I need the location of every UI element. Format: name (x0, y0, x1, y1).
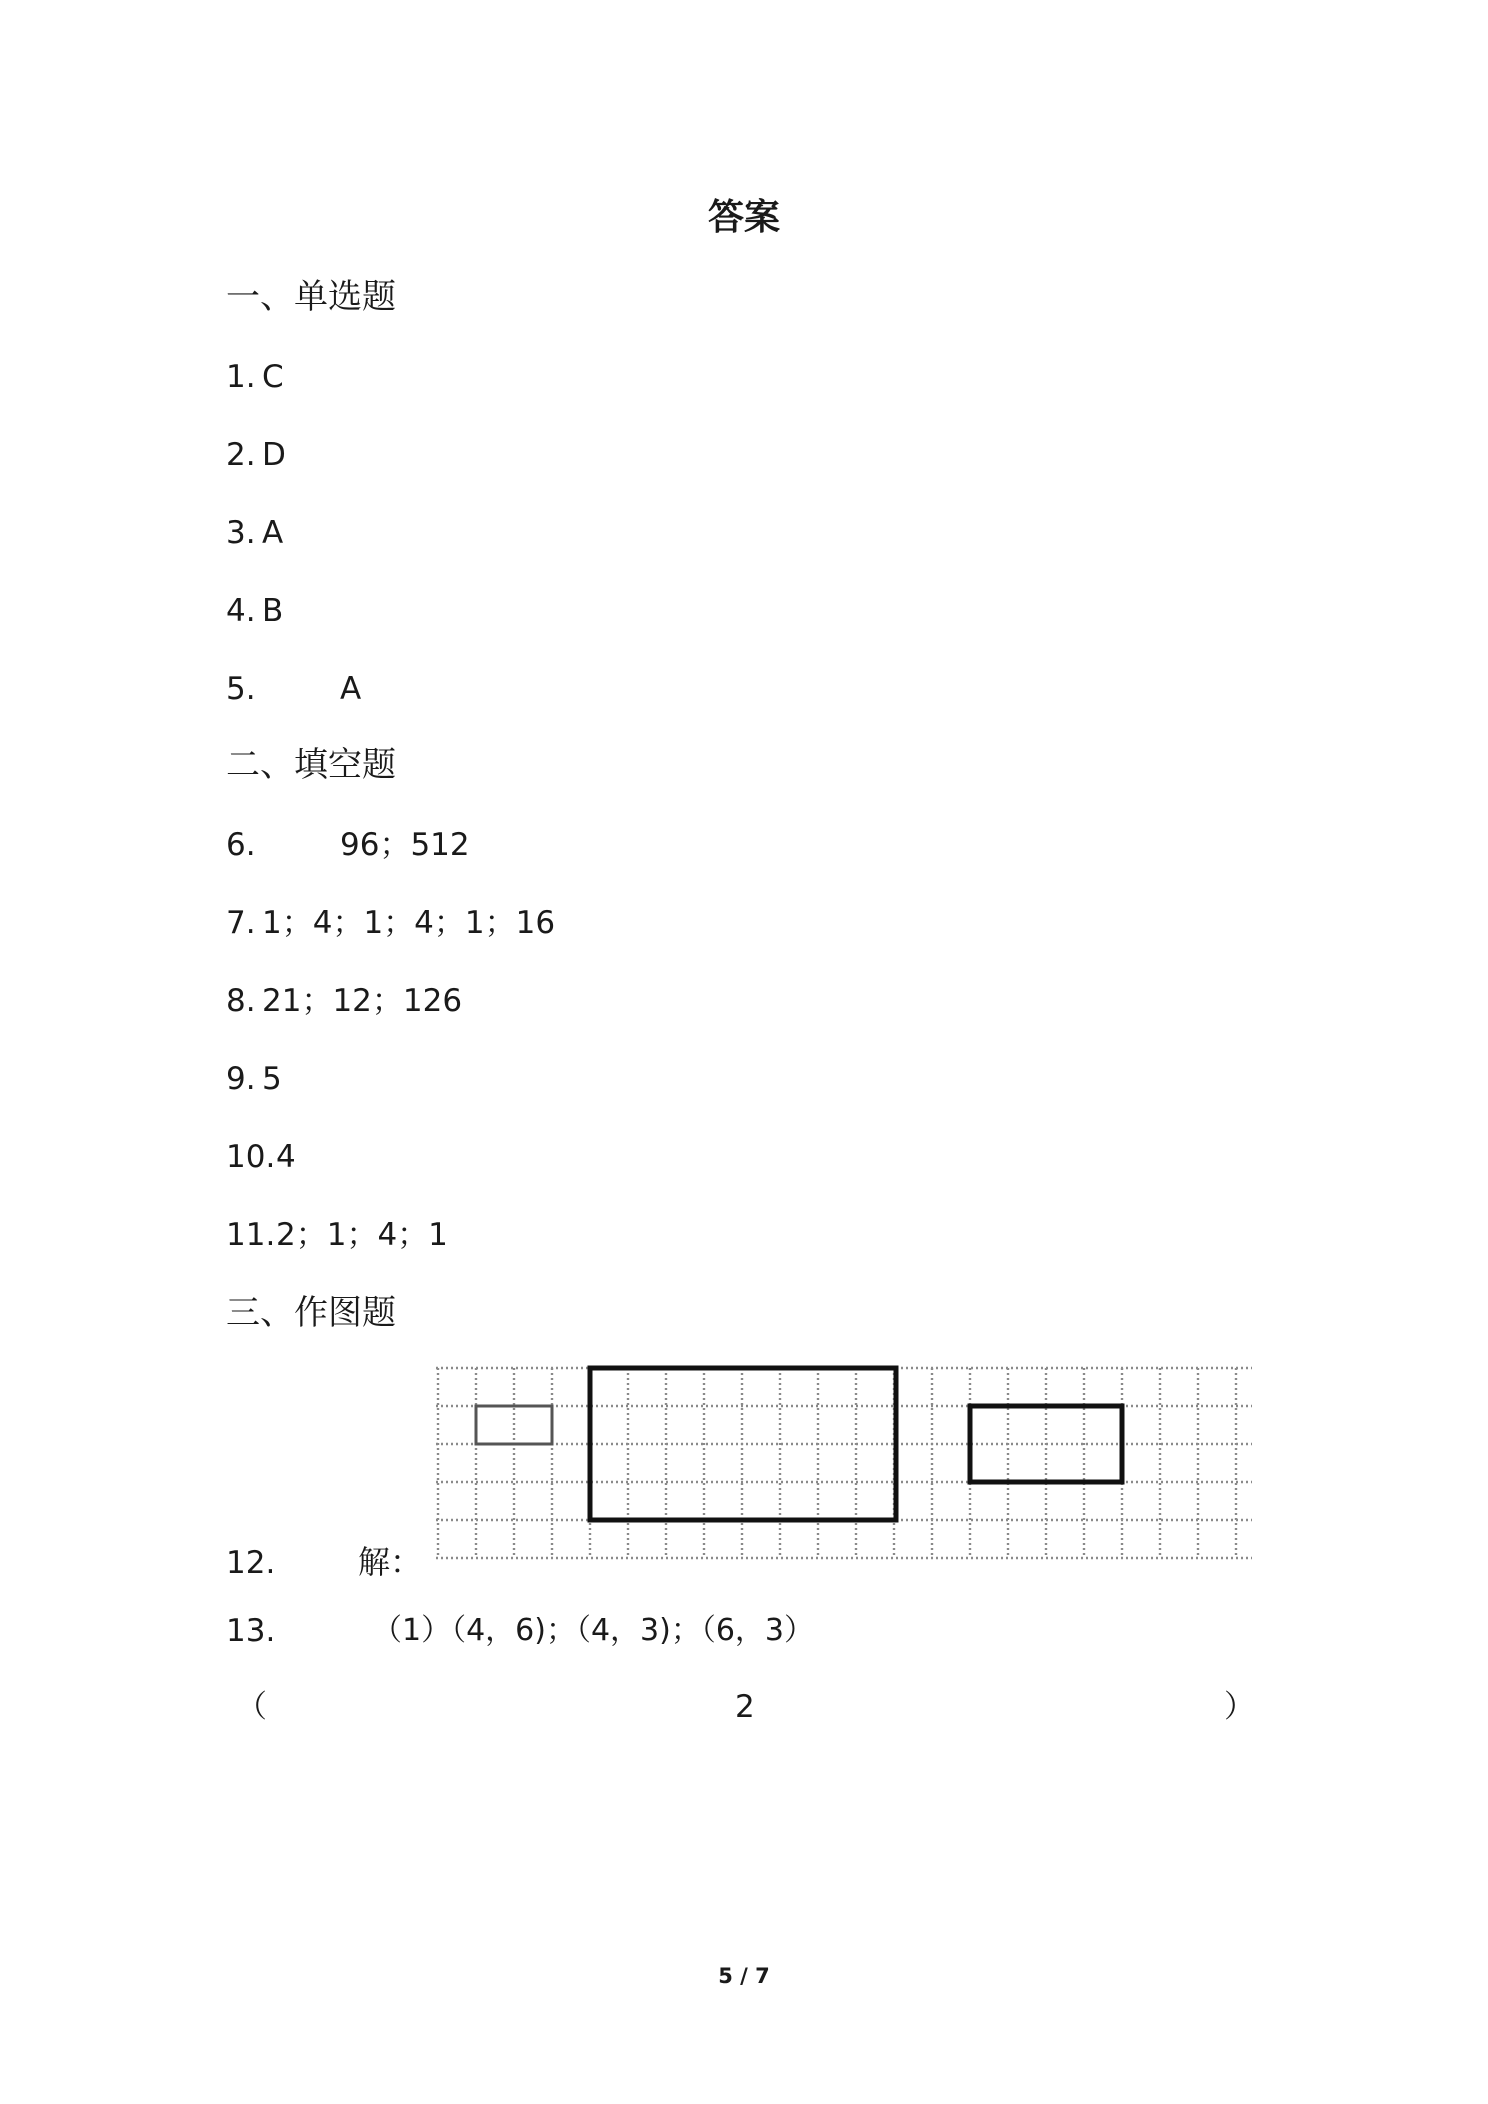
answer-5-number: 5. (226, 671, 256, 707)
answer-9-number: 9. (226, 1061, 256, 1097)
answer-1-value: C (262, 359, 284, 395)
answer-8-value: 21；12；126 (262, 983, 463, 1019)
answer-10-value: 4 (276, 1139, 296, 1175)
answer-13-part2-close-paren: ） (1224, 1689, 1255, 1725)
answer-7-number: 7. (226, 905, 256, 941)
answer-3-value: A (262, 515, 284, 551)
answer-12-value: 解： (358, 1543, 423, 1581)
page-number: 5 / 7 (718, 1964, 770, 1988)
answer-3-number: 3. (226, 515, 256, 551)
drawing-grid-figure (436, 1360, 1260, 1570)
answer-13-part2-open-paren: （ (236, 1689, 267, 1725)
dotted-grid-lines (436, 1368, 1252, 1558)
section-heading-drawing: 三、作图题 (226, 1293, 396, 1333)
answer-10-number: 10. (226, 1139, 276, 1175)
section-heading-single-choice: 一、单选题 (226, 277, 396, 317)
answer-11-value: 2；1；4；1 (276, 1217, 448, 1253)
answer-13-part1: （1）（4，6)；（4，3)；（6，3） (372, 1613, 815, 1648)
answer-4-value: B (262, 593, 284, 629)
answer-9-value: 5 (262, 1061, 282, 1097)
answer-6-number: 6. (226, 827, 256, 863)
page-title: 答案 (707, 197, 780, 238)
section-heading-fill-blank: 二、填空题 (226, 745, 396, 785)
answer-5-value: A (340, 671, 362, 707)
answer-8-number: 8. (226, 983, 256, 1019)
answer-2-value: D (262, 437, 286, 473)
answer-13-part2-value: 2 (735, 1689, 755, 1725)
answer-1-number: 1. (226, 359, 256, 395)
answer-6-value: 96；512 (340, 827, 470, 863)
answer-2-number: 2. (226, 437, 256, 473)
answer-7-value: 1；4；1；4；1；16 (262, 905, 556, 941)
answer-13-number: 13. (226, 1613, 276, 1649)
answer-4-number: 4. (226, 593, 256, 629)
answer-12-number: 12. (226, 1545, 276, 1581)
answer-11-number: 11. (226, 1217, 276, 1253)
